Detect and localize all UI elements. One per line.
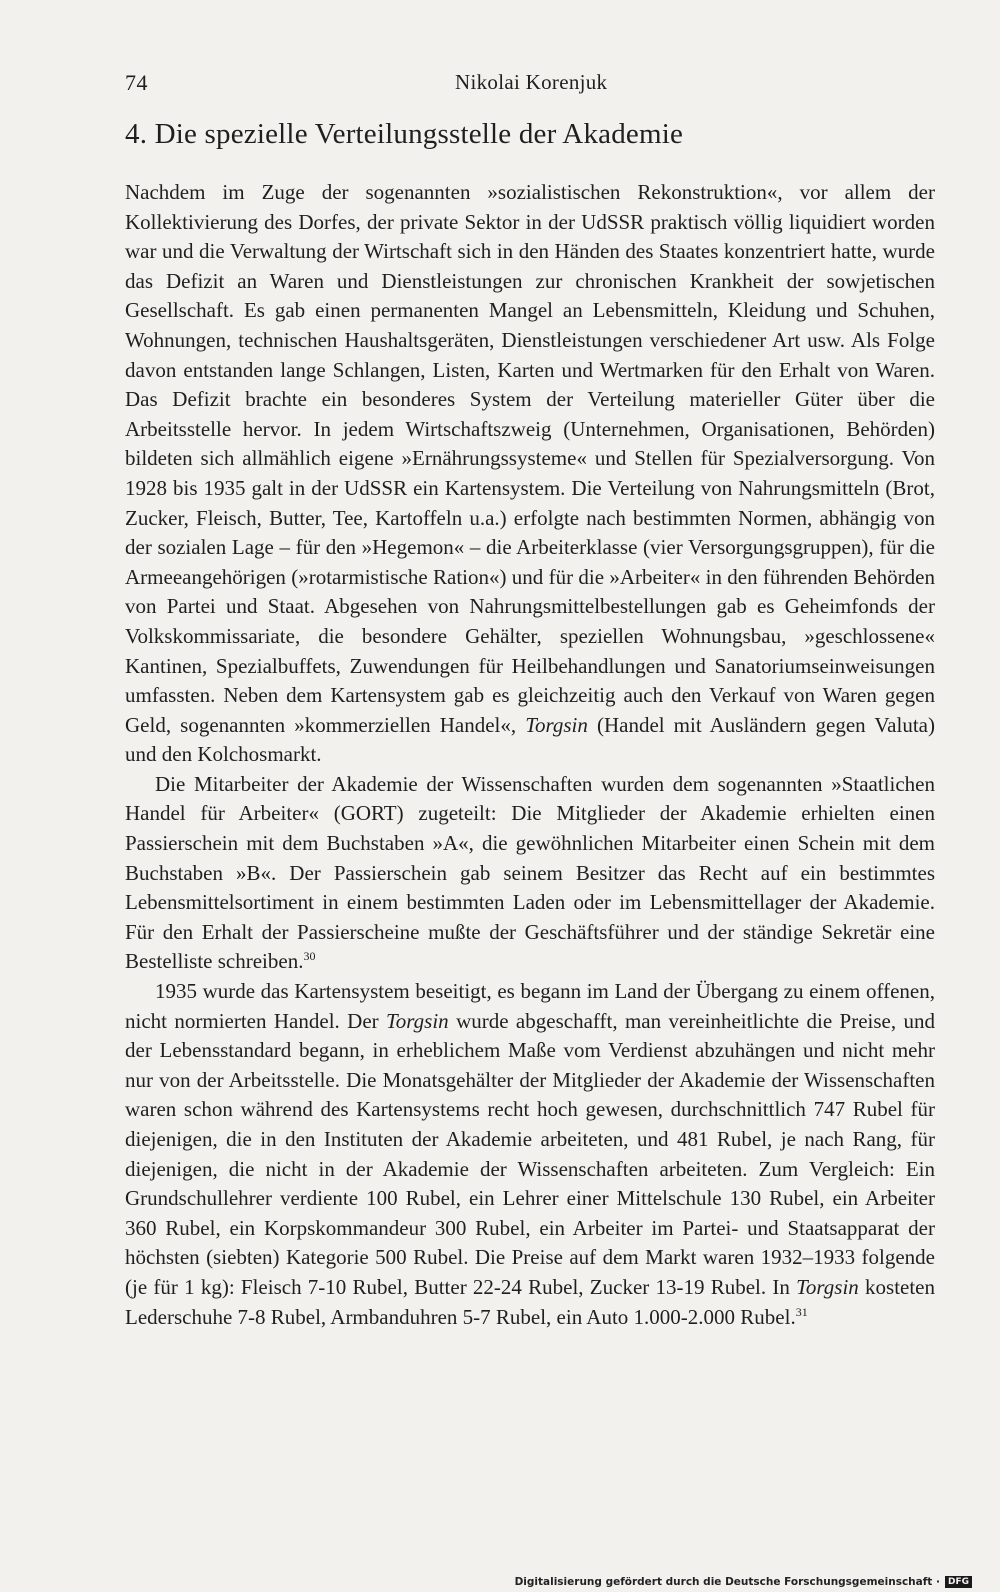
dfg-logo-icon: DFG [945,1576,972,1588]
running-head-author: Nikolai Korenjuk [455,70,608,94]
torgsin-term: Torgsin [386,1008,449,1033]
paragraph-3-text-a: 1935 wurde das Kartensystem beseitigt, es begann im Land der Übergang zu einem offenen, nicht normierten Handel. Der [125,979,935,1033]
chapter-title: 4. Die spezielle Verteilungsstelle der Akademie [125,118,684,150]
paragraph-2-text: Die Mitarbeiter der Akademie der Wissenschaften wurden dem sogenannten »Staatlichen Handel für Arbeiter« (GORT) zugeteilt: Die Mitglieder der Akademie erhielten einen Passierschein mit dem Buchstaben »A«, die gewöhnlichen Mitarbeiter einen Schein mit dem Buchstaben »B«. Der Passierschein gab seinem Besitzer das Recht auf ein bestimmtes Lebensmittelsortiment in einem bestimmten Laden oder im Lebensmittellager der Akademie. Für den Erhalt der Passierscheine mußte der Geschäftsführer und der ständige Sekretär eine Bestelliste schreiben. [125,771,935,974]
digitization-footer [515,1576,972,1588]
paragraph-1-text-a: Nachdem im Zuge der sogenannten »sozialistischen Rekonstruktion«, vor allem der Kollektivierung des Dorfes, der private Sektor in der UdSSR praktisch völlig liquidiert worden war und die Verwaltung der Wirtschaft sich in den Händen des Staates konzentriert hatte, wurde das Defizit an Waren und Dienstleistungen zur chronischen Krankheit der sowjetischen Gesellschaft. Es gab einen permanenten Mangel an Lebensmitteln, Kleidung und Schuhen, Wohnungen, technischen Haushaltsgeräten, Dienstleistungen verschiedener Art usw. Als Folge davon entstanden lange Schlangen, Listen, Karten und Wertmarken für den Erhalt von Waren. Das Defizit brachte ein besonderes System der Verteilung materieller Güter über die Arbeitsstelle hervor. In jedem Wirtschaftszweig (Unternehmen, Organisationen, Behörden) bildeten sich allmählich eigene »Ernährungssysteme« und Stellen für Spezialversorgung. Von 1928 bis 1935 galt in der UdSSR ein Kartensystem. Die Verteilung von Nahrungsmitteln (Brot, Zucker, Fleisch, Butter, Tee, Kartoffeln u.a.) erfolgte nach bestimmten Normen, abhängig von der sozialen Lage – für den »Hegemon« – die Arbeiterklasse (vier Versorgungsgruppen), für die Armeeangehörigen (»rotarmistische Ration«) und für die »Arbeiter« in den führenden Behörden von Partei und Staat. Abgesehen von Nahrungsmittelbestellungen gab es Geheimfonds der Volkskommissariate, die besondere Gehälter, speziellen Wohnungsbau, »geschlossene« Kantinen, Spezialbuffets, Zuwendungen für Heilbehandlungen und Sanatoriumseinweisungen umfassten. Neben dem Kartensystem gab es gleichzeitig auch den Verkauf von Waren gegen Geld, sogenannten »kommerziellen Handel«, [125,180,935,737]
torgsin-term: Torgsin [796,1274,859,1299]
body-text [125,178,935,1332]
paragraph-3-text-c: kosteten Lederschuhe 7-8 Rubel, Armbanduhren 5-7 Rubel, ein Auto 1.000-2.000 Rubel. [125,1274,936,1329]
torgsin-term: Torgsin [525,712,588,737]
footnote-ref-30[interactable]: 30 [303,949,316,964]
paragraph-1-text-b: (Handel mit Ausländern gegen Valuta) und den Kolchosmarkt. [125,712,935,767]
paragraph-1 [125,178,935,770]
footnote-ref-31[interactable]: 31 [795,1304,808,1319]
paragraph-3-text-b: wurde abgeschafft, man vereinheitlichte die Preise, und der Lebensstandard begann, in erheblichem Maße vom Verdienst abzuhängen und nicht mehr nur von der Arbeitsstelle. Die Monatsgehälter der Mitglieder der Akademie der Wissenschaften waren schon während des Kartensystems recht hoch gewesen, durchschnittlich 747 Rubel für diejenigen, die in den Instituten der Akademie arbeiteten, und 481 Rubel, je nach Rang, für diejenigen, die nicht in der Akademie der Wissenschaften arbeiteten. Zum Vergleich: Ein Grundschullehrer verdiente 100 Rubel, ein Lehrer einer Mittelschule 130 Rubel, ein Arbeiter 360 Rubel, ein Korpskommandeur 300 Rubel, ein Arbeiter im Partei- und Staatsapparat der höchsten (siebten) Kategorie 500 Rubel. Die Preise auf dem Markt waren 1932–1933 folgende (je für 1 kg): Fleisch 7-10 Rubel, Butter 22-24 Rubel, Zucker 13-19 Rubel. In [125,1008,935,1299]
page-number: 74 [125,70,148,95]
footer-text: Digitalisierung gefördert durch die Deutsche Forschungsgemeinschaft · [514,1576,940,1588]
paragraph-2 [125,770,935,977]
paragraph-3 [125,977,935,1332]
